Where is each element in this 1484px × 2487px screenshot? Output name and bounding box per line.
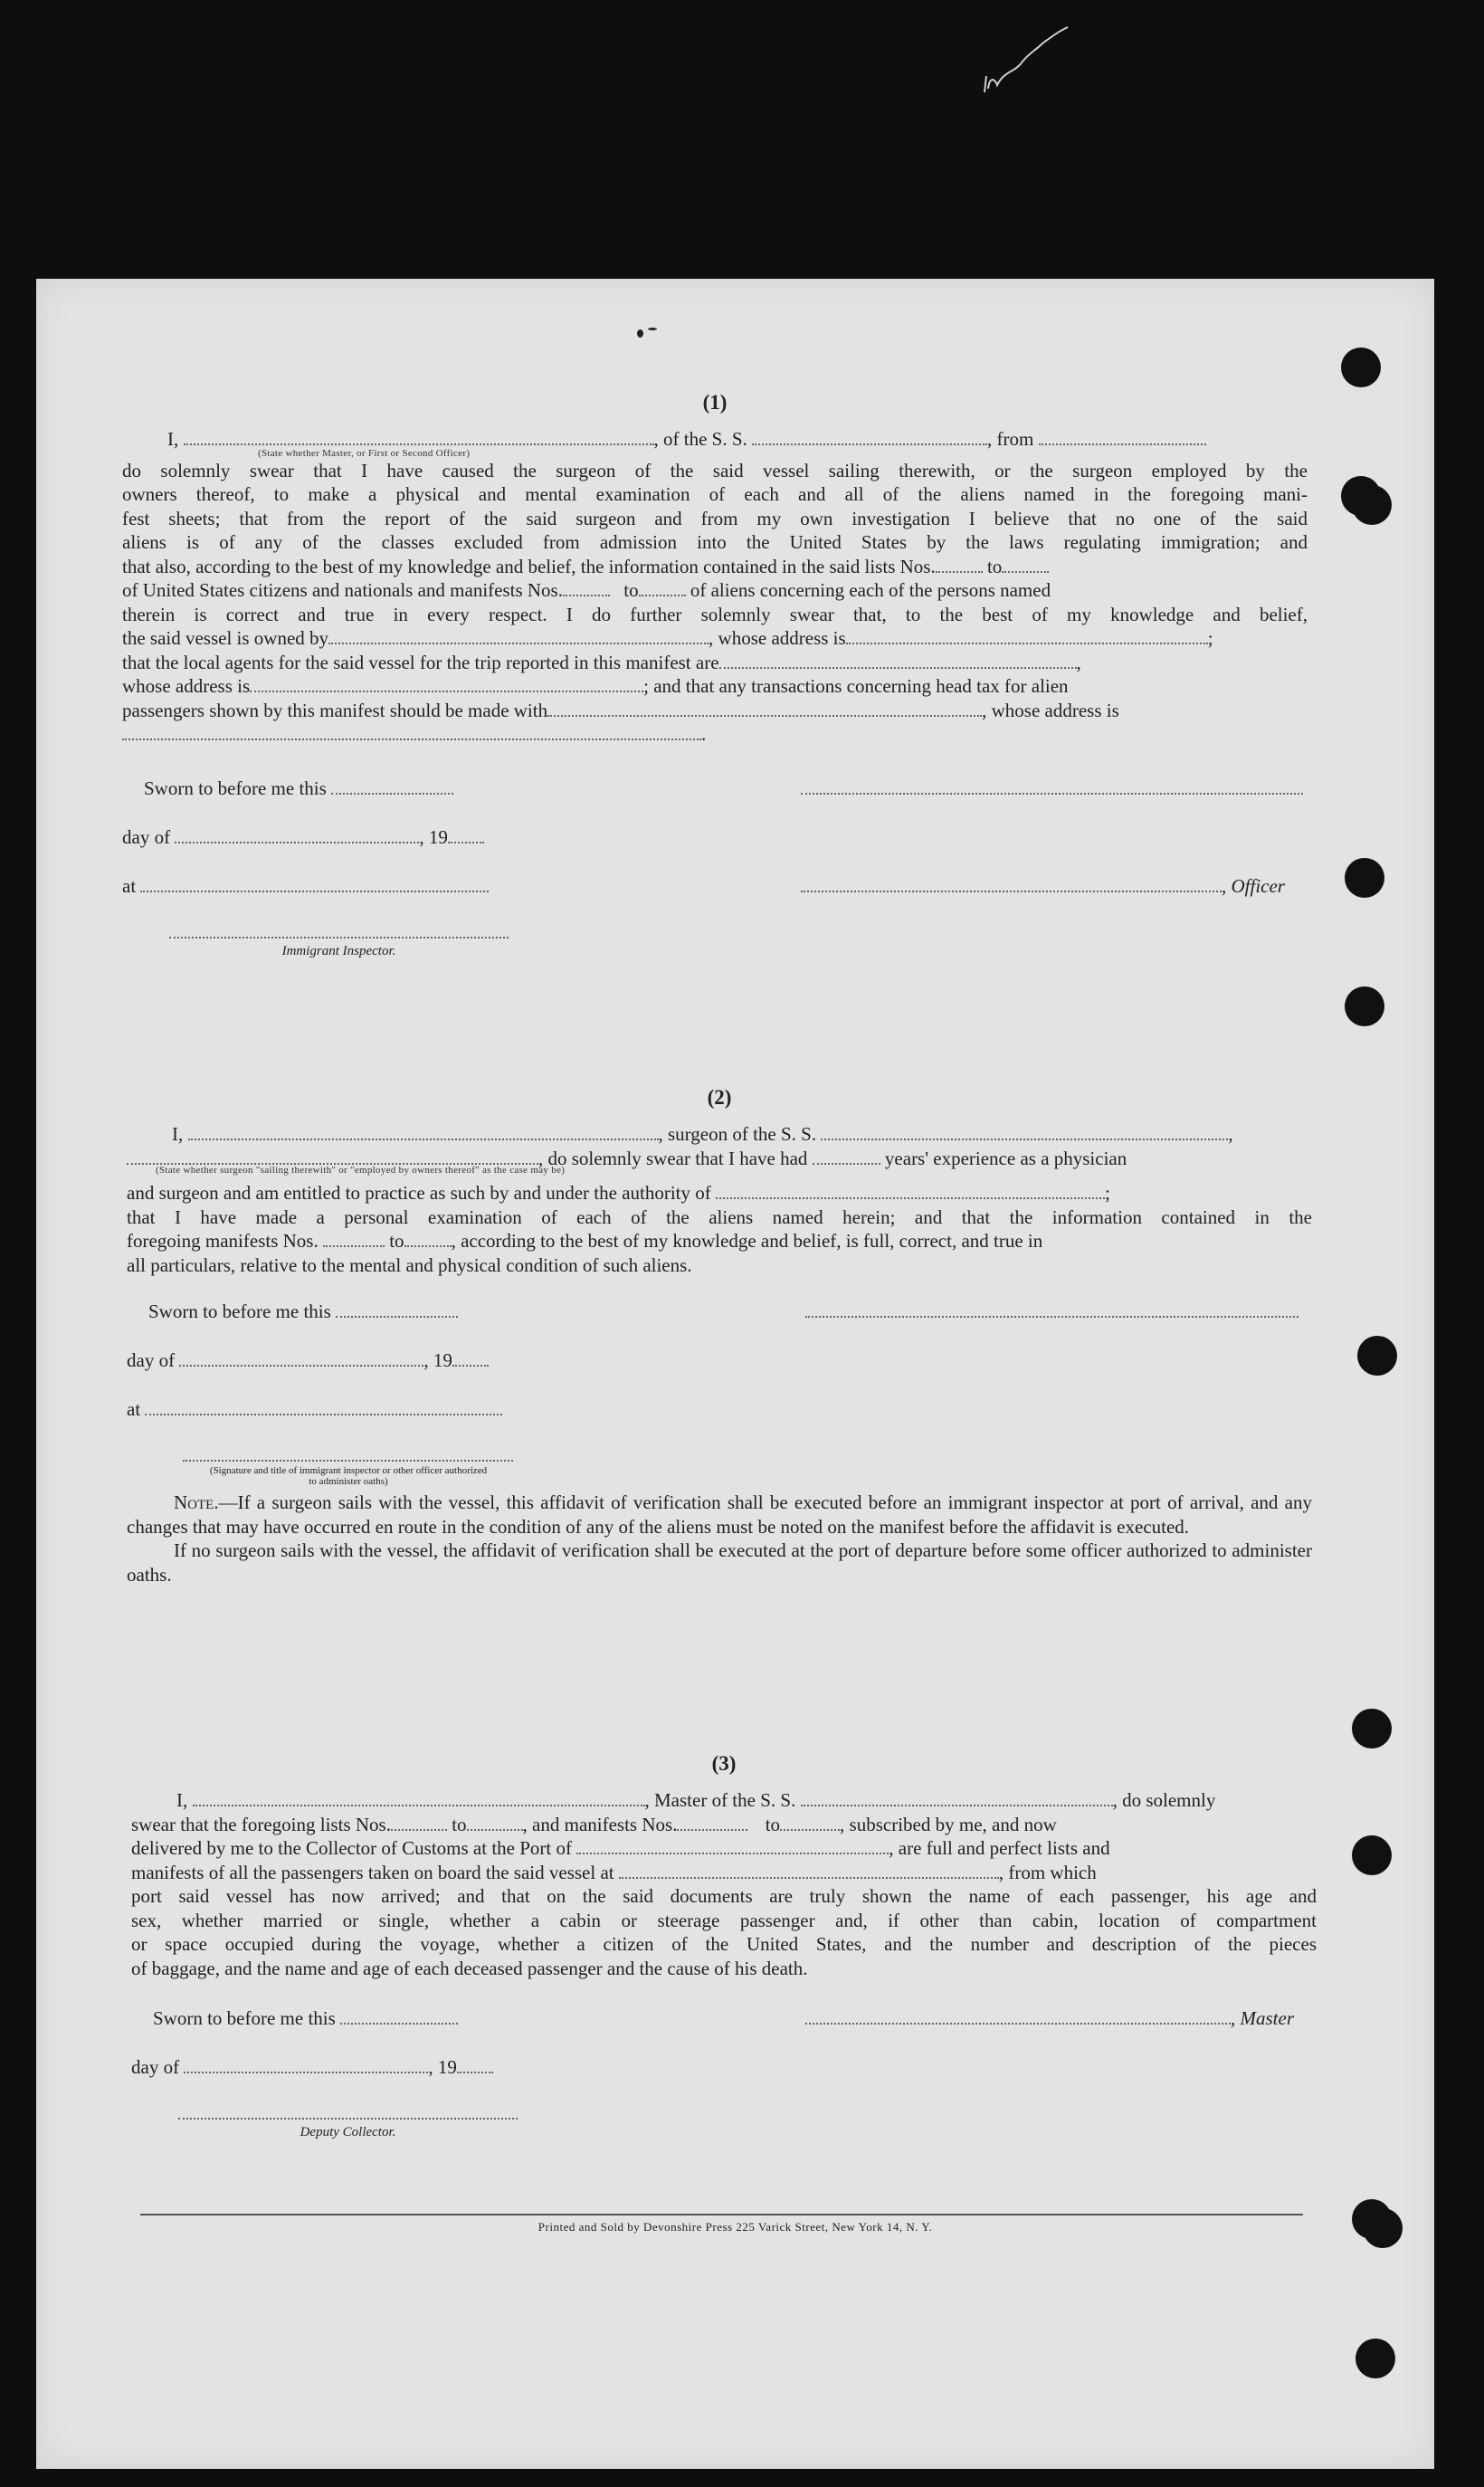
- body-line: that the local agents for the said vessel for the trip reported in this manifest are ,: [122, 651, 1081, 673]
- vessel-name-field[interactable]: [752, 431, 987, 445]
- footer-rule: [140, 2214, 1303, 2215]
- punch-hole: [1341, 348, 1381, 387]
- body-line: sex, whether married or single, whether a cabin or steerage passenger and, if other than cabin, location of compartment: [131, 1909, 1317, 1931]
- s3-manifests-to-field[interactable]: [780, 1816, 840, 1831]
- s3-manifests-from-field[interactable]: [677, 1816, 747, 1831]
- master-signature-field[interactable]: [805, 2010, 1231, 2025]
- body-line: .: [122, 722, 1308, 747]
- surgeon-vessel-field[interactable]: [821, 1126, 1228, 1140]
- collector-caption: Deputy Collector.: [300, 2125, 396, 2139]
- form-sheet: [36, 279, 1434, 2469]
- head-tax-address-field[interactable]: [122, 726, 701, 740]
- sworn-row: Sworn to before me this , Master: [153, 2007, 1294, 2029]
- port-field[interactable]: [576, 1840, 889, 1854]
- day-row: day of , 19: [131, 2056, 1317, 2105]
- owner-field[interactable]: [328, 630, 709, 644]
- punch-hole: [1345, 986, 1384, 1026]
- punch-hole: [1345, 858, 1384, 898]
- at-row: at , Officer: [122, 874, 1285, 897]
- section-3-line-1: I, , Master of the S. S. , do solemnly: [176, 1789, 1216, 1811]
- inspector-caption: Immigrant Inspector.: [281, 943, 396, 958]
- pen-scribble: [977, 25, 1086, 98]
- authority-field[interactable]: [716, 1185, 1105, 1199]
- years-field[interactable]: [813, 1150, 880, 1165]
- punch-hole: [1352, 1709, 1392, 1749]
- body-line: passengers shown by this manifest should be made with , whose address is: [122, 699, 1119, 721]
- year-field[interactable]: [448, 829, 484, 843]
- body-line: or space occupied during the voyage, whether a citizen of the United States, and the number and description of the pieces: [131, 1933, 1317, 1955]
- signature-caption: (Signature and title of immigrant inspector or other officer authorized to administer oaths): [209, 1465, 488, 1487]
- body-line: therein is correct and true in every respect. I do further solemnly swear that, to the best of my knowledge and belief,: [122, 603, 1308, 625]
- body-line: fest sheets; that from the report of the said surgeon and from my own investigation I believe that no one of the said: [122, 507, 1308, 529]
- place-field[interactable]: [140, 878, 489, 892]
- punch-hole: [1341, 476, 1381, 516]
- s3-vessel-field[interactable]: [801, 1792, 1113, 1806]
- punch-hole: [1357, 1336, 1397, 1376]
- lists-to-field[interactable]: [1002, 558, 1049, 573]
- manifests-to-field[interactable]: [639, 582, 686, 596]
- body-line: the said vessel is owned by , whose address is ;: [122, 627, 1213, 649]
- body-line: whose address is ; and that any transactions concerning head tax for alien: [122, 675, 1069, 697]
- head-tax-field[interactable]: [547, 702, 982, 717]
- body-line: aliens is of any of the classes excluded from admission into the United States by the laws regulating immigration; and: [122, 531, 1308, 553]
- body-line: foregoing manifests Nos. to , according to the best of my knowledge and belief, is full, correct, and true in: [127, 1230, 1043, 1252]
- body-line: owners thereof, to make a physical and mental examination of each and all of the aliens named in the foregoing mani-: [122, 483, 1308, 505]
- body-line: that also, according to the best of my knowledge and belief, the information contained in the said lists Nos. to: [122, 555, 1308, 579]
- section-2: [127, 1086, 1312, 1587]
- section-2-line-1: I, , surgeon of the S. S. ,: [172, 1123, 1233, 1145]
- embark-port-field[interactable]: [619, 1864, 999, 1879]
- body-line: swear that the foregoing lists Nos. to , and manifests Nos. to , subscribed by me, and now: [131, 1813, 1057, 1835]
- collector-signature-field[interactable]: [178, 2105, 518, 2120]
- day-row: day of , 19: [122, 826, 1308, 875]
- officer-note: (State whether Master, or First or Second Officer): [258, 447, 471, 459]
- month-field[interactable]: [175, 829, 419, 843]
- section-number: (3): [711, 1752, 737, 1775]
- s3-lists-to-field[interactable]: [467, 1816, 523, 1831]
- section-3: [131, 1752, 1317, 2150]
- from-port-field[interactable]: [1039, 431, 1206, 445]
- body-line: delivered by me to the Collector of Customs at the Port of , are full and perfect lists and: [131, 1837, 1110, 1859]
- body-line: of baggage, and the name and age of each deceased passenger and the cause of his death.: [131, 1957, 808, 1979]
- section-number: (2): [707, 1086, 732, 1109]
- surgeon-note: (State whether surgeon "sailing therewith" or "employed by owners thereof" as the case may be): [156, 1165, 566, 1176]
- s2-place-field[interactable]: [145, 1401, 502, 1415]
- s3-year-field[interactable]: [457, 2059, 493, 2073]
- body-line: that I have made a personal examination of each of the aliens named herein; and that the information contained in the: [127, 1205, 1312, 1228]
- at-row: at: [127, 1398, 1312, 1447]
- body-line: and surgeon and am entitled to practice as such by and under the authority of ;: [127, 1182, 1110, 1204]
- body-line: all particulars, relative to the mental and physical condition of such aliens.: [127, 1253, 692, 1276]
- agents-address-field[interactable]: [250, 678, 643, 692]
- officer-signature-field[interactable]: [801, 878, 1222, 892]
- body-line: of United States citizens and nationals and manifests Nos. to of aliens concerning each of the persons named: [122, 579, 1051, 601]
- punch-hole: [1356, 2339, 1395, 2378]
- s2-manifest-to-field[interactable]: [404, 1233, 452, 1247]
- lists-from-field[interactable]: [936, 558, 983, 573]
- s2-inspector-signature-field[interactable]: [183, 1447, 513, 1462]
- master-name-field[interactable]: [193, 1792, 645, 1806]
- section-1: [122, 391, 1308, 969]
- punch-hole: [1352, 1835, 1392, 1875]
- signature-field[interactable]: [801, 780, 1303, 795]
- s3-lists-from-field[interactable]: [391, 1816, 447, 1831]
- agents-field[interactable]: [719, 654, 1077, 669]
- sworn-row: Sworn to before me this: [127, 1301, 1312, 1349]
- owner-address-field[interactable]: [846, 630, 1208, 644]
- s2-manifest-from-field[interactable]: [323, 1233, 385, 1247]
- note-paragraph-2: If no surgeon sails with the vessel, the affidavit of verification shall be executed at the port of departure before some officer authorized to administer oaths.: [127, 1539, 1312, 1586]
- section-number: (1): [702, 391, 728, 414]
- body-line: port said vessel has now arrived; and that on the said documents are truly shown the name of each passenger, his age and: [131, 1885, 1317, 1907]
- s3-month-field[interactable]: [184, 2059, 428, 2073]
- s2-year-field[interactable]: [452, 1352, 489, 1367]
- body-line: manifests of all the passengers taken on board the said vessel at , from which: [131, 1861, 1097, 1883]
- s3-sworn-day-field[interactable]: [340, 2010, 458, 2025]
- sworn-day-field[interactable]: [331, 780, 453, 795]
- note-paragraph: Note.—If a surgeon sails with the vessel, this affidavit of verification shall be executed before an immigrant inspector at port of arrival, and any changes that may have occurred en route in the condition of any of the aliens must be noted on the manifest before the affidavit is executed.: [127, 1491, 1312, 1538]
- s2-sworn-day-field[interactable]: [336, 1303, 458, 1318]
- section-1-line-1: I, , of the S. S. , from: [122, 427, 1308, 452]
- manifests-from-field[interactable]: [563, 582, 610, 596]
- s2-month-field[interactable]: [179, 1352, 423, 1367]
- surgeon-name-field[interactable]: [188, 1126, 659, 1140]
- day-row: day of , 19: [127, 1349, 1312, 1398]
- body-line: do solemnly swear that I have caused the surgeon of the said vessel sailing therewith, or the surgeon employed by the: [122, 459, 1308, 481]
- ink-speck: [637, 329, 643, 338]
- inspector-signature-field[interactable]: [169, 924, 509, 939]
- surgeon-status-field[interactable]: [127, 1150, 538, 1165]
- section-2-line-2: , do solemnly swear that I have had years' experience as a physician: [127, 1147, 1312, 1171]
- officer-name-field[interactable]: [184, 431, 654, 445]
- s2-signature-field[interactable]: [805, 1303, 1298, 1318]
- printer-footer: Printed and Sold by Devonshire Press 225 Varick Street, New York 14, N. Y.: [537, 2220, 933, 2234]
- sworn-row: Sworn to before me this: [122, 777, 1308, 826]
- ink-speck: [648, 328, 657, 330]
